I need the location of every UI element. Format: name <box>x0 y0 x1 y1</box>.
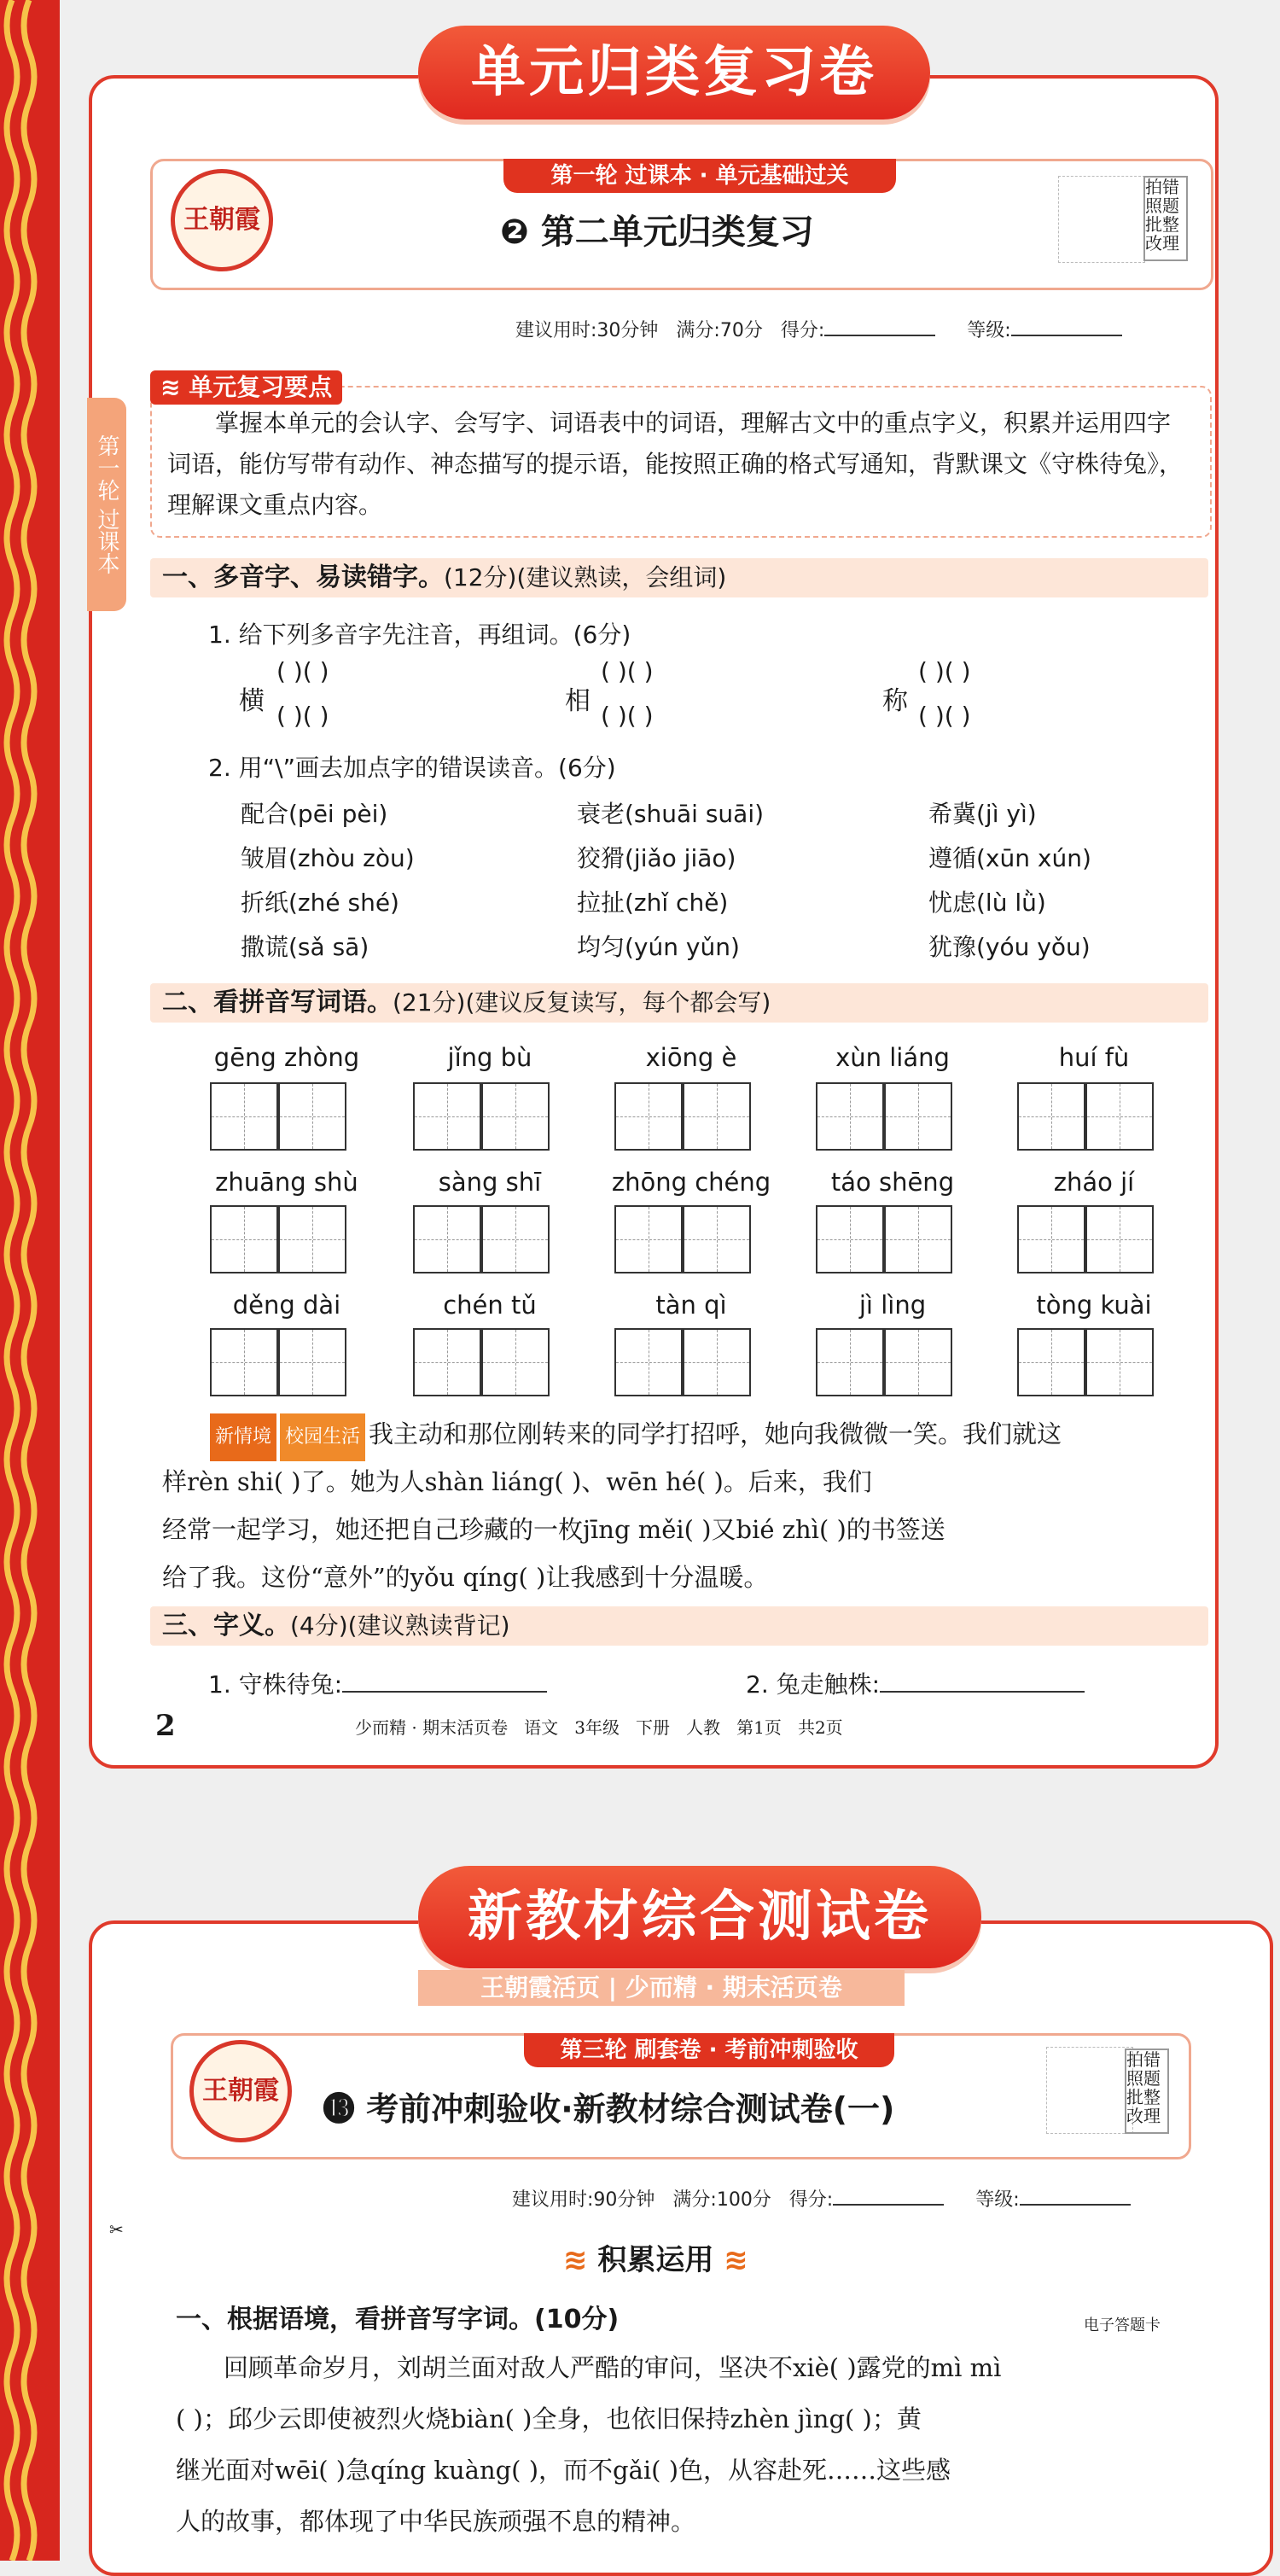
grade-field[interactable] <box>1020 2204 1131 2206</box>
answer-line[interactable] <box>880 1691 1085 1693</box>
page1-footer: 少而精 · 期末活页卷 语文 3年级 下册 人教 第1页 共2页 <box>355 1717 843 1738</box>
pinyin-label: zhōng chéng <box>611 1168 771 1197</box>
page-number: 2 <box>155 1709 176 1743</box>
wave-pattern <box>0 0 60 2561</box>
bracket-row[interactable]: ( )( ) <box>276 657 329 685</box>
page2-subbanner: 王朝霞活页 | 少而精 · 期末活页卷 <box>418 1970 905 2006</box>
writing-grid-cell[interactable] <box>1085 1328 1154 1396</box>
writing-grid-cell[interactable] <box>1017 1328 1085 1396</box>
grade-label: 等级: <box>975 2189 1020 2211</box>
reading-item[interactable]: 皱眉(zhòu zòu) <box>241 844 415 872</box>
review-points-text: 掌握本单元的会认字、会写字、词语表中的词语，理解古文中的重点字义，积累并运用四字词语，能仿写带有动作、神态描写的提示语，能按照正确的格式写通知，背默课文《守株待兔》，理解课文重点内容。 <box>167 409 1184 519</box>
reading-item[interactable]: 配合(pēi pèi) <box>241 800 388 828</box>
writing-grid-cell[interactable] <box>683 1082 751 1151</box>
unit-number-badge: ⓭ <box>323 2090 356 2128</box>
unit-number-badge: ❷ <box>500 213 529 252</box>
reading-item[interactable]: 犹豫(yóu yǒu) <box>928 933 1091 961</box>
suggested-time: 建议用时:30分钟 <box>515 320 659 341</box>
context-line[interactable]: ( )；邱少云即使被烈火烧biàn( )全身，也依旧保持zhèn jìng( )；黄 <box>176 2404 922 2433</box>
writing-grid-cell[interactable] <box>278 1328 346 1396</box>
writing-grid-cell[interactable] <box>816 1082 884 1151</box>
context-tag: 校园生活 <box>280 1413 365 1461</box>
polyphone-char-3: 称 <box>882 686 908 716</box>
writing-grid-cell[interactable] <box>816 1205 884 1273</box>
side-tab: 第一轮 过课本 <box>87 398 126 611</box>
reading-item[interactable]: 拉扯(zhǐ chě) <box>577 889 729 917</box>
bracket-row[interactable]: ( )( ) <box>918 657 971 685</box>
reading-item[interactable]: 遵循(xūn xún) <box>928 844 1091 872</box>
writing-grid-cell[interactable] <box>481 1205 550 1273</box>
writing-grid-cell[interactable] <box>683 1205 751 1273</box>
reading-item[interactable]: 忧虑(lù lǜ) <box>928 889 1046 917</box>
reading-item[interactable]: 衰老(shuāi suāi) <box>577 800 765 828</box>
writing-grid-cell[interactable] <box>614 1328 683 1396</box>
writing-grid-cell[interactable] <box>884 1328 952 1396</box>
writing-grid-cell[interactable] <box>210 1328 278 1396</box>
writing-grid-cell[interactable] <box>278 1082 346 1151</box>
pinyin-label: sàng shī <box>438 1168 542 1197</box>
page2-q-title: 一、根据语境，看拼音写字词。(10分) <box>176 2305 620 2334</box>
section3-q2: 2. 兔走触株: <box>746 1666 1085 1700</box>
section3-q1: 1. 守株待兔: <box>208 1666 547 1700</box>
bracket-row[interactable]: ( )( ) <box>276 702 329 730</box>
context-line[interactable]: 样rèn shi( )了。她为人shàn liáng( )、wēn hé( )。后来，我们 <box>162 1467 872 1496</box>
pinyin-label: tòng kuài <box>1036 1291 1152 1320</box>
bracket-row[interactable]: ( )( ) <box>918 702 971 730</box>
page1-banner: 单元归类复习卷 <box>418 26 930 119</box>
section1-title: 一、多音字、易读错字。(12分)(建议熟读，会组词) <box>150 558 1208 597</box>
pinyin-label: táo shēng <box>830 1168 955 1197</box>
pinyin-label: xiōng è <box>645 1043 737 1072</box>
answer-card-label[interactable]: 电子答题卡 <box>1084 2317 1161 2334</box>
reading-item[interactable]: 折纸(zhé shé) <box>241 889 399 917</box>
qr-placeholder <box>1058 176 1145 263</box>
writing-grid-cell[interactable] <box>210 1082 278 1151</box>
page2-meta <box>512 2185 1156 2212</box>
full-score: 满分:100分 <box>672 2189 771 2211</box>
section1-q1: 1. 给下列多音字先注音，再组词。(6分) <box>208 621 631 649</box>
pinyin-label: jǐng bù <box>447 1043 532 1072</box>
grade-label: 等级: <box>967 320 1011 341</box>
context-line: 人的故事，都体现了中华民族顽强不息的精神。 <box>176 2507 696 2536</box>
context-line[interactable]: 继光面对wēi( )急qíng kuàng( )，而不gǎi( )色，从容赴死……这些感 <box>176 2456 951 2485</box>
context-line[interactable]: 回顾革命岁月，刘胡兰面对敌人严酷的审问，坚决不xiè( )露党的mì mì <box>224 2353 1002 2382</box>
writing-grid-cell[interactable] <box>816 1328 884 1396</box>
score-label: 得分: <box>780 320 825 341</box>
polyphone-char-1: 横 <box>239 686 265 716</box>
page1-logo: 王朝霞 <box>171 169 273 271</box>
page1-unit-title: 第二单元归类复习 <box>540 213 814 252</box>
score-field[interactable] <box>824 335 935 336</box>
writing-grid-cell[interactable] <box>1017 1082 1085 1151</box>
context-line[interactable]: 经常一起学习，她还把自己珍藏的一枚jīng měi( )又bié zhì( )的书签送 <box>162 1515 945 1544</box>
writing-grid-cell[interactable] <box>481 1328 550 1396</box>
reading-item[interactable]: 均匀(yún yǔn) <box>577 933 740 961</box>
section1-q2: 2. 用“\”画去加点字的错误读音。(6分) <box>208 754 616 782</box>
page2-logo: 王朝霞 <box>189 2040 292 2142</box>
grade-field[interactable] <box>1011 335 1122 336</box>
writing-grid-cell[interactable] <box>210 1205 278 1273</box>
reading-item[interactable]: 撒谎(sǎ sā) <box>241 933 369 961</box>
page1-meta <box>515 316 1148 342</box>
bracket-row[interactable]: ( )( ) <box>601 702 654 730</box>
writing-grid-cell[interactable] <box>413 1205 481 1273</box>
wave-icon: ≋ <box>563 2243 588 2277</box>
score-field[interactable] <box>833 2204 944 2206</box>
pinyin-label: zháo jí <box>1053 1168 1135 1197</box>
reading-item[interactable]: 狡猾(jiǎo jiāo) <box>577 844 736 872</box>
writing-grid-cell[interactable] <box>1085 1205 1154 1273</box>
full-score: 满分:70分 <box>676 320 763 341</box>
writing-grid-cell[interactable] <box>683 1328 751 1396</box>
writing-grid-cell[interactable] <box>278 1205 346 1273</box>
pinyin-label: huí fù <box>1058 1043 1130 1072</box>
wave-icon: ≋ <box>724 2243 748 2277</box>
section3-title: 三、字义。(4分)(建议熟读背记) <box>150 1606 1208 1646</box>
page2-unit-title-row <box>323 2083 894 2130</box>
context-line[interactable]: 给了我。这份“意外”的yǒu qíng( )让我感到十分温暖。 <box>162 1563 769 1592</box>
context-tag: 新情境 <box>210 1413 276 1461</box>
context-paragraph <box>210 1410 1217 1461</box>
writing-grid-cell[interactable] <box>1017 1205 1085 1273</box>
scissors-icon: ✂ <box>109 2219 124 2240</box>
section-heading: ≋ 积累运用 ≋ <box>563 2243 748 2277</box>
page1-round-tag: 第一轮 过课本 · 单元基础过关 <box>503 159 896 193</box>
page2-banner: 新教材综合测试卷 <box>418 1866 981 1968</box>
writing-grid-cell[interactable] <box>614 1205 683 1273</box>
pinyin-label: chén tǔ <box>443 1291 537 1320</box>
writing-grid-cell[interactable] <box>884 1205 952 1273</box>
writing-grid-cell[interactable] <box>481 1082 550 1151</box>
writing-grid-cell[interactable] <box>1085 1082 1154 1151</box>
writing-grid-cell[interactable] <box>884 1082 952 1151</box>
pinyin-label: jì lìng <box>858 1291 927 1320</box>
page1-unit-title-row <box>500 205 814 254</box>
section2-title: 二、看拼音写词语。(21分)(建议反复读写，每个都会写) <box>150 983 1208 1023</box>
page2-round-tag: 第三轮 刷套卷 · 考前冲刺验收 <box>524 2033 894 2067</box>
page1-correct-box: 拍错 照题 批整 改理 <box>1143 176 1188 261</box>
writing-grid-cell[interactable] <box>413 1328 481 1396</box>
suggested-time: 建议用时:90分钟 <box>512 2189 655 2211</box>
qr-placeholder <box>1046 2047 1133 2134</box>
polyphone-char-2: 相 <box>565 686 591 716</box>
pinyin-label: zhuāng shù <box>215 1168 358 1197</box>
review-points-label: ≋ 单元复习要点 <box>150 370 342 405</box>
pinyin-label: tàn qì <box>655 1291 727 1320</box>
pinyin-label: děng dài <box>232 1291 341 1320</box>
score-label: 得分: <box>788 2189 834 2211</box>
answer-line[interactable] <box>342 1691 547 1693</box>
pinyin-label: xùn liáng <box>835 1043 950 1072</box>
bracket-row[interactable]: ( )( ) <box>601 657 654 685</box>
writing-grid-cell[interactable] <box>614 1082 683 1151</box>
page2-unit-title: 考前冲刺验收·新教材综合测试卷(一) <box>366 2090 895 2128</box>
decorative-band <box>0 0 60 2561</box>
context-line: 我主动和那位刚转来的同学打招呼，她向我微微一笑。我们就这 <box>369 1419 1062 1448</box>
page2-correct-box: 拍错 照题 批整 改理 <box>1125 2049 1169 2134</box>
reading-item[interactable]: 希冀(jì yì) <box>928 800 1037 828</box>
pinyin-label: gēng zhòng <box>213 1043 360 1072</box>
writing-grid-cell[interactable] <box>413 1082 481 1151</box>
